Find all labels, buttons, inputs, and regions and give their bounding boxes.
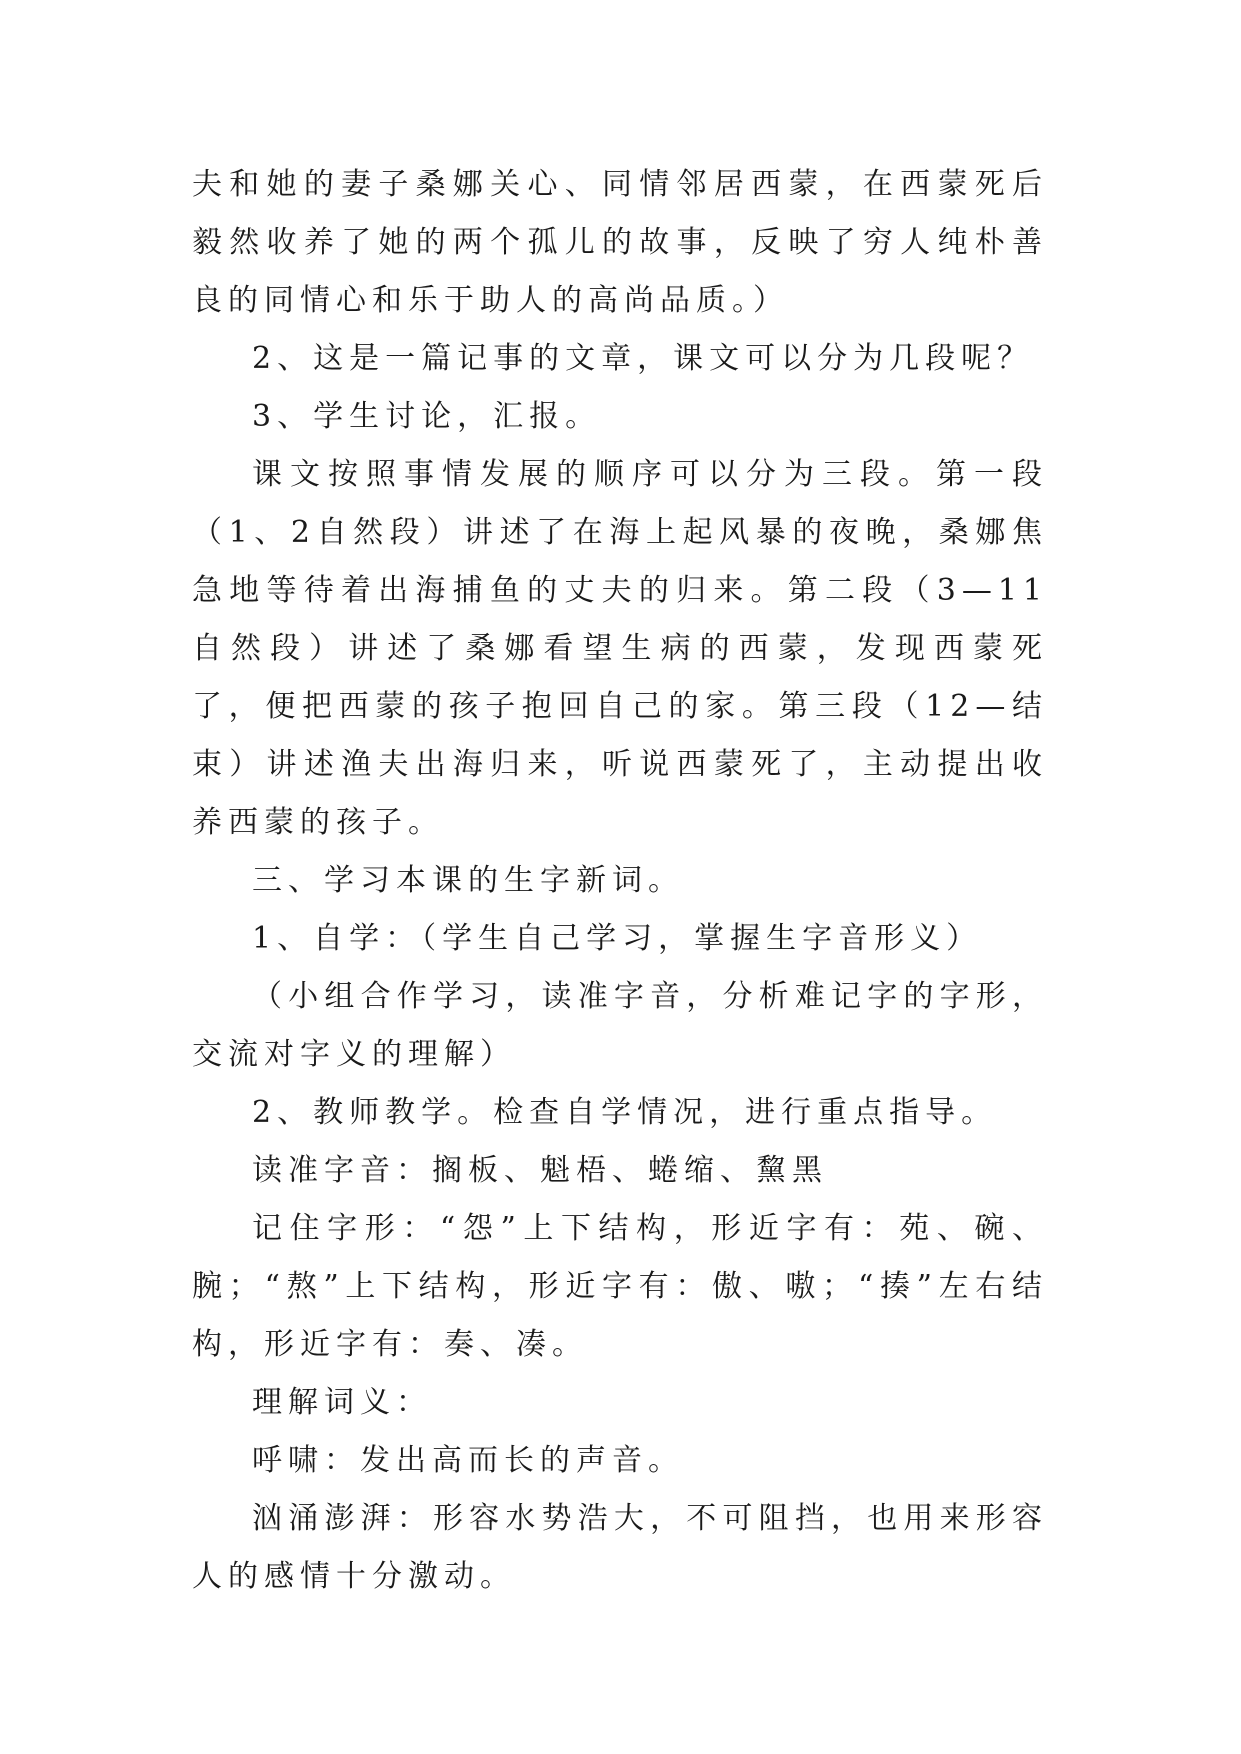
document-body (192, 156, 1048, 1606)
paragraph-8: 2、教师教学。检查自学情况，进行重点指导。 (252, 1095, 998, 1130)
paragraph-3: 3、学生讨论，汇报。 (252, 399, 602, 434)
paragraph-6: 1、自学：（学生自己学习，掌握生字音形义） (252, 921, 983, 956)
paragraph-9: 读准字音：搁板、魁梧、蜷缩、黧黑 (252, 1153, 828, 1188)
paragraph-13: 汹涌澎湃：形容水势浩大，不可阻挡，也用来形容人的感情十分激动。 (192, 1501, 1048, 1594)
paragraph-11: 理解词义： (252, 1385, 432, 1420)
paragraph-10: 记住字形：“怨”上下结构，形近字有：苑、碗、腕；“熬”上下结构，形近字有：傲、嗷；“揍”左右结构，形近字有：奏、凑。 (192, 1211, 1048, 1362)
paragraph-2: 2、这是一篇记事的文章，课文可以分为几段呢？ (252, 341, 1034, 376)
paragraph-4: 课文按照事情发展的顺序可以分为三段。第一段（1、2自然段）讲述了在海上起风暴的夜晚，桑娜焦急地等待着出海捕鱼的丈夫的归来。第二段（3—11自然段）讲述了桑娜看望生病的西蒙，发现西蒙死了，便把西蒙的孩子抱回自己的家。第三段（12—结束）讲述渔夫出海归来，听说西蒙死了，主动提出收养西蒙的孩子。 (192, 457, 1048, 840)
paragraph-7: （小组合作学习，读准字音，分析难记字的字形，交流对字义的理解） (192, 979, 1048, 1072)
paragraph-5: 三、学习本课的生字新词。 (252, 863, 684, 898)
paragraph-1: 夫和她的妻子桑娜关心、同情邻居西蒙，在西蒙死后毅然收养了她的两个孤儿的故事，反映了穷人纯朴善良的同情心和乐于助人的高尚品质。） (192, 167, 1048, 318)
paragraph-12: 呼啸：发出高而长的声音。 (252, 1443, 684, 1478)
